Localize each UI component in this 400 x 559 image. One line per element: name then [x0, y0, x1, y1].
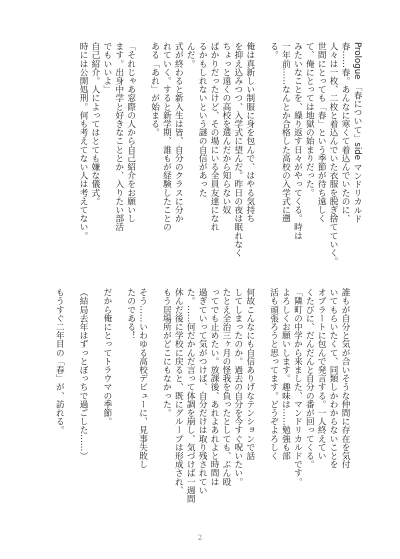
bottom-text-line: もうすぐ二年目の「春」が、訪れる。	[54, 288, 65, 435]
bottom-text-line: 活も頑張ろうと思ってます。どうぞよろしく	[268, 288, 279, 460]
top-text-line: るかもしれないという謎の自信があった	[197, 42, 208, 197]
top-text-line: ちょっと遠くの高校を選んだから知らない奴	[220, 42, 231, 214]
chapter-heading: Prologue 「春について」side マンドリカルド	[352, 42, 362, 223]
top-text-line: 俺は真新しい制服に身を包んで、はやる気持ち	[244, 42, 255, 223]
bottom-text-line: オブラートに包んで発言する。一人終えてい	[316, 288, 327, 460]
bottom-text-block	[52, 288, 350, 528]
bottom-text-line: 過ぎていって気がつけば、自分だけは取り残されてい	[197, 288, 208, 495]
bottom-text-line: そう……いわゆる高校デビューに、見事失敗し	[137, 288, 148, 469]
top-text-line: 人々は一枚、二枚と着込んでいた衣服を脱ぎ捨てていく。	[328, 42, 339, 266]
bottom-text-line: たのである！	[125, 288, 136, 340]
bottom-text-line: （結局去年はずっとぼっちで過ごした……）	[78, 288, 89, 460]
top-text-block	[76, 42, 350, 282]
top-text-line: ある「あれ」が始まる。	[149, 42, 160, 137]
top-text-line: 春……春。あんなに寒くて着込んでいたのに、	[340, 42, 350, 223]
top-text-line: 式が終わると新入生は皆、自分のクラスに分か	[173, 42, 184, 223]
bottom-text-line: してしまったのか。過去の自分を今すぐ呪いたい。	[232, 288, 243, 486]
top-text-line: 世間にとっても「春」という季節が待ち遠しく	[316, 42, 327, 223]
bottom-text-line: 誰もが自分と気が合いそうな仲間に存在を気付	[340, 288, 350, 469]
bottom-text-line: ってでも止めたい。放課後、あれよあれよと時間は	[209, 288, 220, 486]
bottom-text-line: くたびに、だんだんと自分の番が回ってくる。	[304, 288, 315, 469]
top-text-line: みたいなことを、繰り返す日々がやってくる。時は	[292, 42, 303, 240]
top-text-line: を抑え込みつつ、入学式に望んだ。昨日の夜は眠れなく	[232, 42, 243, 257]
top-text-line: ます。出身中学と好きなこととか、入りたい部活	[113, 42, 124, 232]
page-number: 2	[197, 534, 203, 542]
top-text-line: れていく。すると新学期、誰もが経験したことの	[161, 42, 172, 232]
top-text-line: んだ。	[185, 42, 196, 68]
bottom-text-line: 休んだ後に学校に戻ると、既にグループは形成され、	[173, 288, 184, 495]
top-text-line: 時には公開処刑。何も考えてない人は考えてない。	[78, 42, 89, 240]
top-text-line: 「それじゃあ窓際の人から自己紹介をお願いし	[125, 42, 136, 223]
bottom-text-line: いてもらいたくて、同類しかわからないことを	[328, 288, 339, 469]
bottom-text-line: たとえ全治三ヶ月の怪我を負ったとしても、ぶん殴	[220, 288, 231, 486]
bottom-text-line: た。……何だかんだ言って体調を崩し、気づけば一週間	[185, 288, 196, 503]
bottom-text-line: だから俺にとってトラウマの季節。	[101, 288, 112, 426]
top-text-line: る。	[268, 42, 279, 60]
top-text-line: 自己紹介。人によってはとても嫌な儀式。	[89, 42, 100, 206]
top-text-line: 一年前……なんとか合格した高校の入学式に遡	[280, 42, 291, 223]
top-text-line: ばかりだったけど、その場にいる全員友達になれ	[209, 42, 220, 232]
bottom-text-line: よろしくお願いします。趣味は……勉強も部	[280, 288, 291, 460]
top-text-line: でもいいよ」	[101, 42, 112, 94]
bottom-text-line: 「隣町の中学から来ました、マンドリカルドです。	[292, 288, 303, 486]
bottom-text-line: もう居場所がどこにもなかった。	[161, 288, 172, 417]
top-text-line: て、俺にとっては地獄の始まりだった。	[304, 42, 315, 197]
bottom-text-line: 何故こんなにも自信ありげなテンションで話	[244, 288, 255, 460]
